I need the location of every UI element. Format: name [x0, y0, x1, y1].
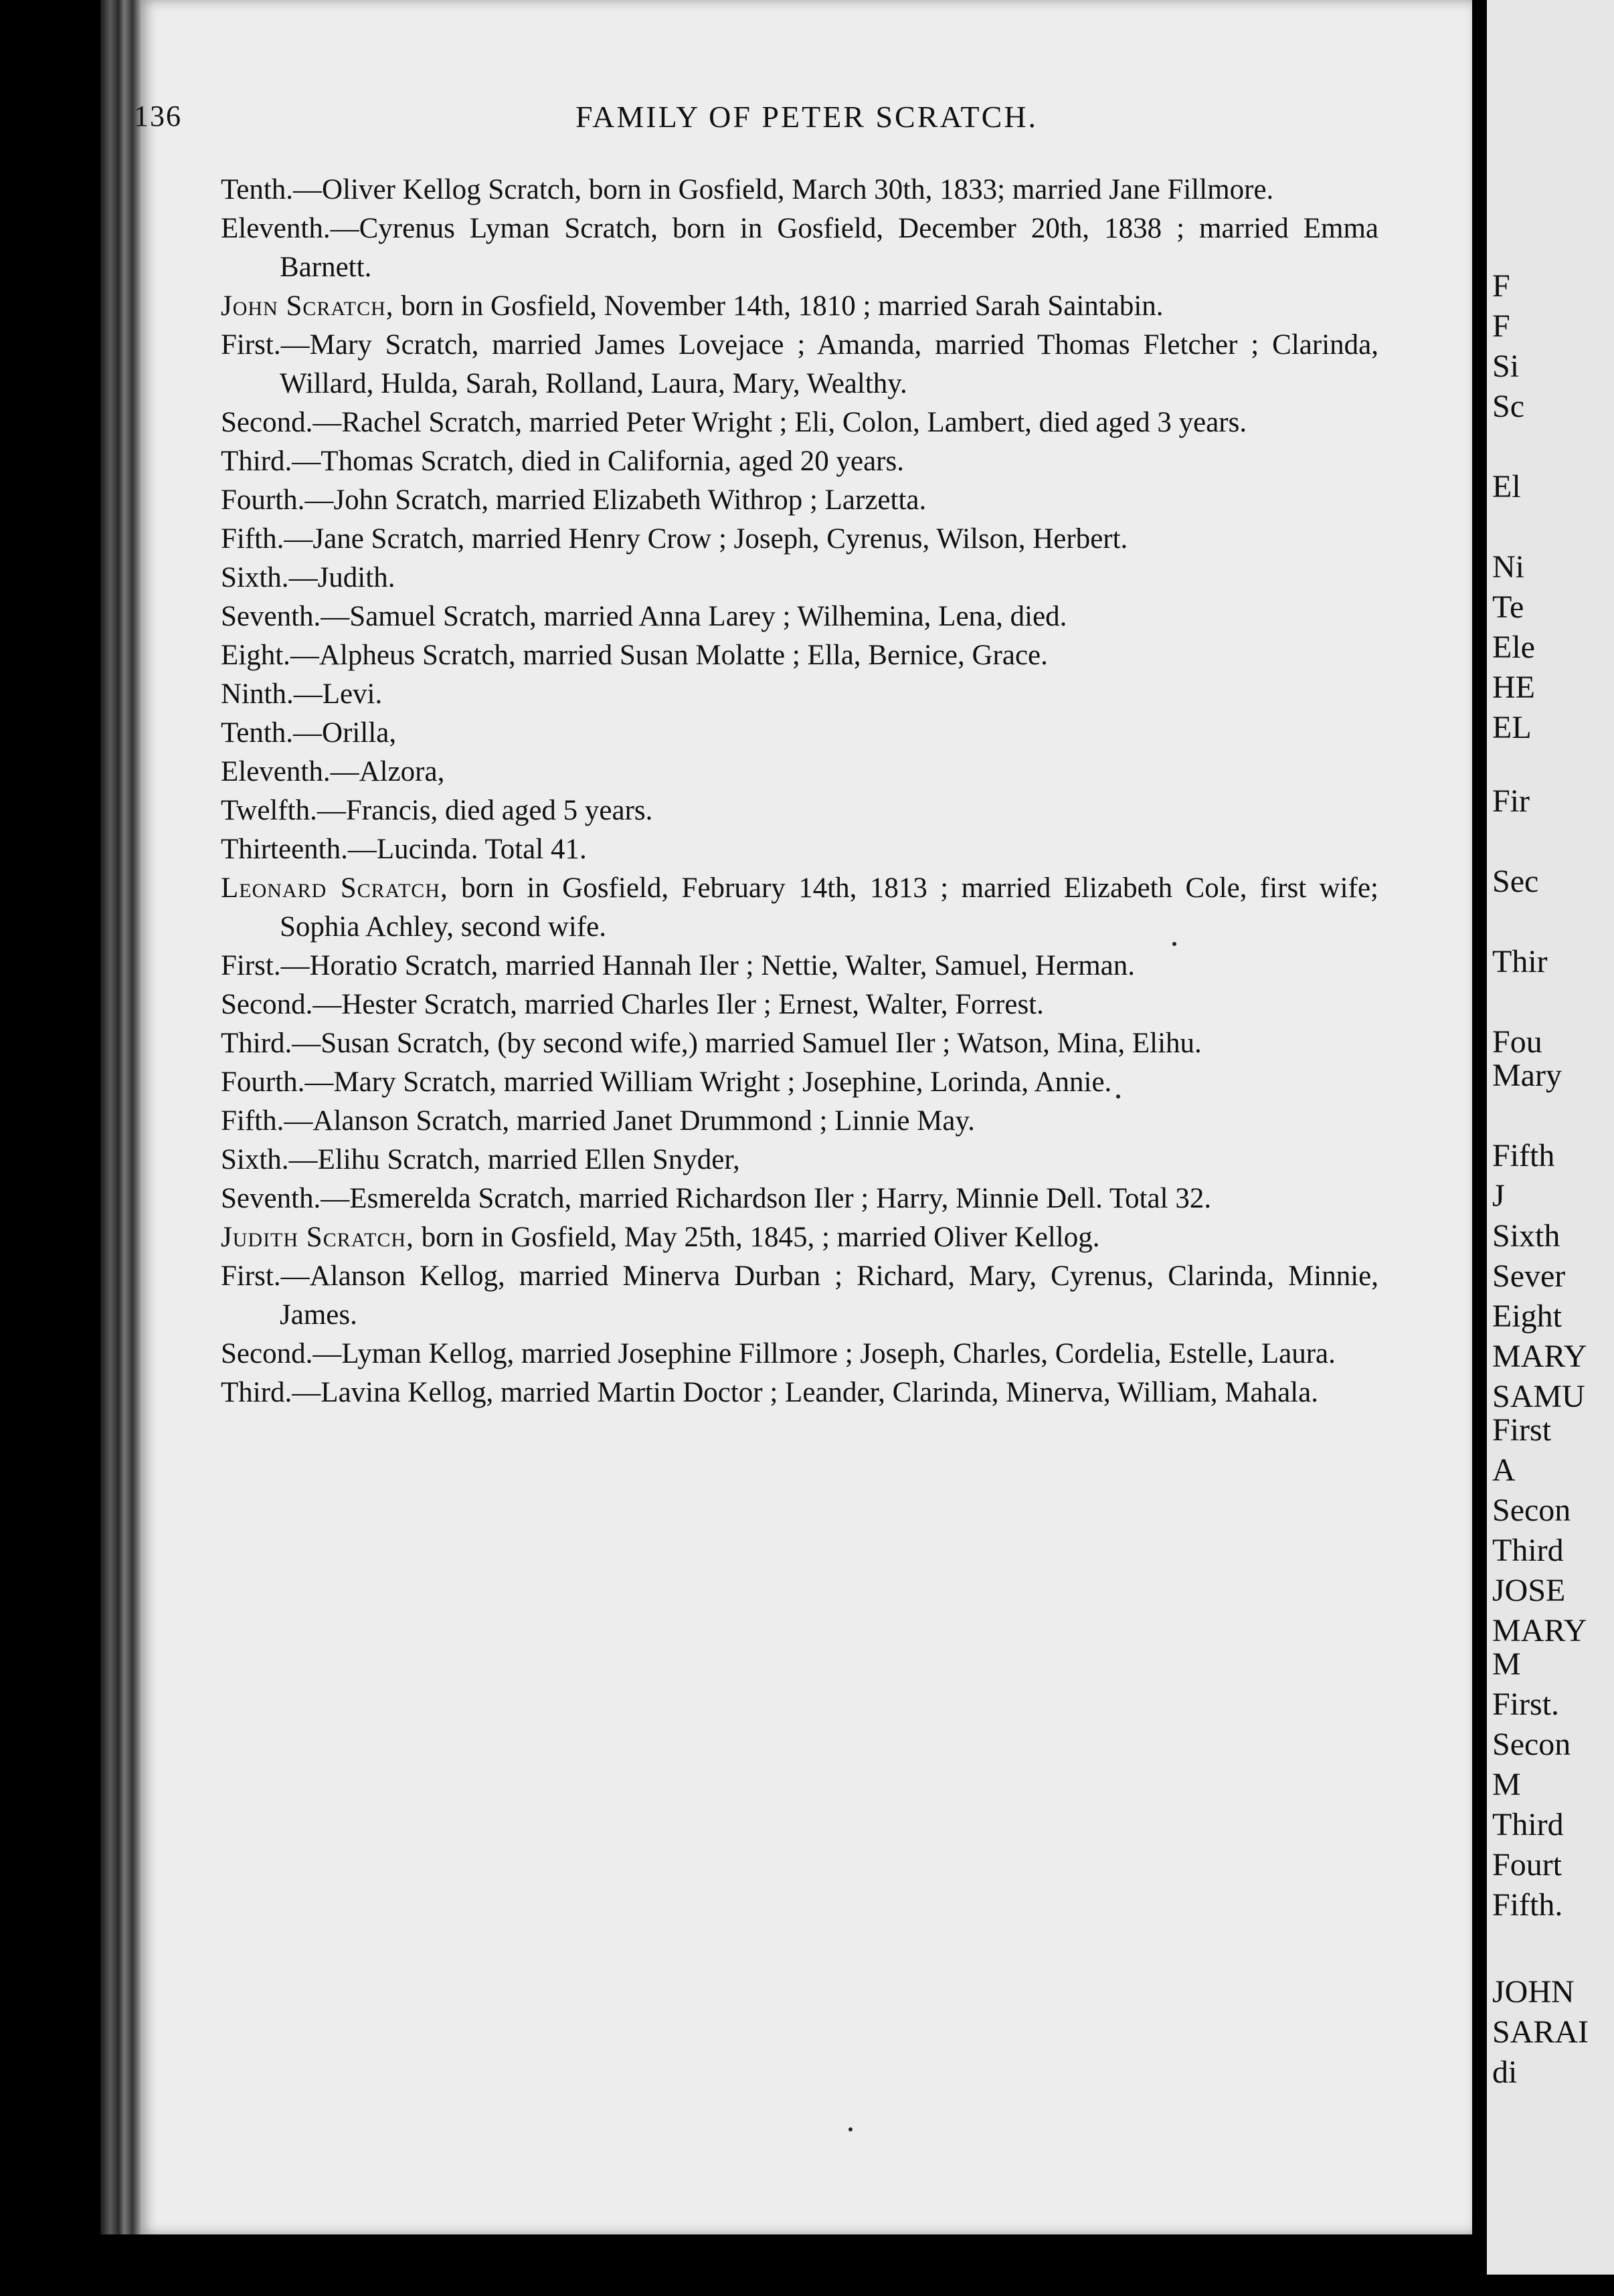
entry-text: born in Gosfield, November 14th, 1810 ; married Sarah Saintabin. — [393, 290, 1164, 322]
adjacent-page-fragment: M — [1492, 1646, 1521, 1682]
entry-text: —Levi. — [293, 678, 383, 710]
child-entry — [221, 947, 1378, 985]
entry-text: —Rachel Scratch, married Peter Wright ; Eli, Colon, Lambert, died aged 3 years. — [312, 407, 1247, 438]
adjacent-page-fragment: Secon — [1492, 1493, 1571, 1528]
family-head-entry — [221, 869, 1378, 947]
entry-text: —Alanson Kellog, married Minerva Durban ; Richard, Mary, Cyrenus, Clarinda, Minnie, James. — [280, 1260, 1378, 1331]
entry-lead: Judith Scratch, — [221, 1222, 414, 1253]
page-gutter — [1472, 0, 1487, 2296]
adjacent-page-fragment: Sec — [1492, 864, 1539, 899]
entry-text: —John Scratch, married Elizabeth Withrop ; Larzetta. — [304, 484, 927, 516]
child-entry — [221, 830, 1378, 869]
adjacent-page-fragment: Fourt — [1492, 1847, 1562, 1883]
entry-lead: Fourth. — [221, 1066, 305, 1098]
entry-lead: First. — [221, 950, 281, 981]
entry-lead: Eleventh. — [221, 213, 331, 244]
child-entry — [221, 442, 1378, 481]
adjacent-page-fragment: Sever — [1492, 1258, 1566, 1294]
adjacent-page-fragment: Fou — [1492, 1024, 1542, 1060]
adjacent-page-fragment: F — [1492, 268, 1510, 304]
adjacent-page-fragment: Eight — [1492, 1299, 1562, 1334]
entry-text: —Lavina Kellog, married Martin Doctor ; Leander, Clarinda, Minerva, William, Mahala. — [292, 1377, 1318, 1408]
adjacent-page-fragment: Sixth — [1492, 1218, 1560, 1254]
adjacent-page-fragment: A — [1492, 1452, 1516, 1488]
entry-lead: Fifth. — [221, 1105, 284, 1137]
entry-text: —Horatio Scratch, married Hannah Iler ; Nettie, Walter, Samuel, Herman. — [280, 950, 1136, 981]
entry-lead: Twelfth. — [221, 795, 317, 826]
entry-lead: Tenth. — [221, 717, 294, 749]
entry-lead: Fifth. — [221, 523, 284, 555]
entry-lead: Second. — [221, 1338, 313, 1369]
adjacent-page-fragment: di — [1492, 2054, 1518, 2090]
child-entry — [221, 753, 1378, 791]
adjacent-page-fragment: SARAI — [1492, 2014, 1589, 2050]
adjacent-page-fragment: Thir — [1492, 944, 1548, 979]
entry-text: —Jane Scratch, married Henry Crow ; Joseph, Cyrenus, Wilson, Herbert. — [284, 523, 1128, 555]
entry-lead: Thirteenth. — [221, 834, 348, 865]
adjacent-page-fragment: MARY — [1492, 1613, 1587, 1648]
entry-text: —Thomas Scratch, died in California, aged 20 years. — [292, 446, 904, 477]
print-speck — [848, 2127, 853, 2131]
entry-text: —Alpheus Scratch, married Susan Molatte ; Ella, Bernice, Grace. — [290, 640, 1048, 671]
child-entry — [221, 1257, 1378, 1335]
adjacent-page-fragment: SAMU — [1492, 1379, 1585, 1414]
adjacent-page-fragment: F — [1492, 308, 1510, 344]
child-entry — [221, 1373, 1378, 1412]
genealogy-text — [221, 171, 1378, 1412]
scan-border-bottom — [141, 2234, 1472, 2296]
entry-lead: Fourth. — [221, 484, 305, 516]
adjacent-page-fragment: EL — [1492, 710, 1532, 745]
adjacent-page-fragment: Fir — [1492, 783, 1530, 819]
entry-text: —Alanson Scratch, married Janet Drummond ; Linnie May. — [284, 1105, 975, 1137]
entry-lead: First. — [221, 329, 281, 361]
entry-lead: Eleventh. — [221, 756, 331, 787]
adjacent-page-fragment: Ele — [1492, 630, 1535, 665]
entry-lead: Third. — [221, 1377, 292, 1408]
adjacent-page-fragment: J — [1492, 1178, 1505, 1214]
entry-lead: Leonard Scratch, — [221, 872, 448, 904]
adjacent-page-fragment: Ni — [1492, 549, 1524, 585]
entry-text: —Mary Scratch, married James Lovejace ; Amanda, married Thomas Fletcher ; Clarinda, Willard, Hulda, Sarah, Rolland, Laura, Mary, Wealthy. — [280, 329, 1378, 399]
adjacent-page-fragment: El — [1492, 469, 1521, 504]
child-entry — [221, 985, 1378, 1024]
entry-text: —Judith. — [288, 562, 395, 593]
adjacent-page-fragment: MARY — [1492, 1339, 1587, 1374]
entry-text: —Oliver Kellog Scratch, born in Gosfield, March 30th, 1833; married Jane Fillmore. — [293, 174, 1274, 205]
entry-text: —Mary Scratch, married William Wright ; Josephine, Lorinda, Annie. — [304, 1066, 1112, 1098]
entry-lead: First. — [221, 1260, 281, 1292]
entry-lead: Sixth. — [221, 562, 289, 593]
adjacent-page-fragment: Third — [1492, 1533, 1564, 1568]
adjacent-page-fragment: M — [1492, 1767, 1521, 1802]
entry-text: —Alzora, — [330, 756, 445, 787]
adjacent-page-fragment: Fifth — [1492, 1138, 1555, 1173]
adjacent-page-fragment: Fifth. — [1492, 1887, 1563, 1923]
entry-text: —Susan Scratch, (by second wife,) married Samuel Iler ; Watson, Mina, Elihu. — [292, 1028, 1202, 1059]
entry-text: —Elihu Scratch, married Ellen Snyder, — [288, 1144, 740, 1175]
child-entry — [221, 209, 1378, 287]
entry-text: —Lucinda. Total 41. — [347, 834, 587, 865]
adjacent-page-edge — [1487, 0, 1614, 2275]
child-entry — [221, 1024, 1378, 1063]
child-entry — [221, 597, 1378, 636]
entry-text: —Francis, died aged 5 years. — [317, 795, 653, 826]
entry-lead: Seventh. — [221, 601, 321, 632]
child-entry — [221, 1102, 1378, 1141]
adjacent-page-fragment: Mary — [1492, 1058, 1562, 1093]
entry-text: —Lyman Kellog, married Josephine Fillmore ; Joseph, Charles, Cordelia, Estelle, Laura. — [312, 1338, 1336, 1369]
child-entry — [221, 791, 1378, 830]
child-entry — [221, 636, 1378, 675]
entry-text: —Samuel Scratch, married Anna Larey ; Wilhemina, Lena, died. — [321, 601, 1067, 632]
entry-lead: Eight. — [221, 640, 290, 671]
adjacent-page-fragment: First. — [1492, 1687, 1560, 1722]
child-entry — [221, 1141, 1378, 1179]
entry-text: —Hester Scratch, married Charles Iler ; Ernest, Walter, Forrest. — [312, 989, 1044, 1020]
page-number: 136 — [134, 100, 182, 132]
entry-lead: Third. — [221, 1028, 292, 1059]
entry-lead: John Scratch, — [221, 290, 394, 322]
scan-border-left — [0, 0, 100, 2296]
child-entry — [221, 559, 1378, 597]
adjacent-page-fragment: JOSE — [1492, 1573, 1566, 1608]
print-speck — [1172, 942, 1176, 946]
adjacent-page-fragment: JOHN — [1492, 1974, 1575, 2010]
child-entry — [221, 403, 1378, 442]
entry-lead: Second. — [221, 407, 313, 438]
child-entry — [221, 520, 1378, 559]
adjacent-page-fragment: Te — [1492, 589, 1524, 625]
running-title: FAMILY OF PETER SCRATCH. — [575, 100, 1039, 134]
adjacent-page-fragment: HE — [1492, 670, 1535, 705]
adjacent-page-fragment: Secon — [1492, 1727, 1571, 1762]
entry-text: —Esmerelda Scratch, married Richardson Iler ; Harry, Minnie Dell. Total 32. — [321, 1183, 1212, 1214]
child-entry — [221, 714, 1378, 753]
child-entry — [221, 675, 1378, 714]
child-entry — [221, 1179, 1378, 1218]
entry-lead: Ninth. — [221, 678, 294, 710]
entry-lead: Tenth. — [221, 174, 294, 205]
child-entry — [221, 1063, 1378, 1102]
family-head-entry — [221, 1218, 1378, 1257]
entry-lead: Second. — [221, 989, 313, 1020]
entry-text: —Cyrenus Lyman Scratch, born in Gosfield, December 20th, 1838 ; married Emma Barnett. — [280, 213, 1378, 283]
book-binding — [100, 0, 141, 2234]
print-speck — [1116, 1094, 1120, 1098]
entry-lead: Sixth. — [221, 1144, 289, 1175]
child-entry — [221, 171, 1378, 209]
child-entry — [221, 1335, 1378, 1373]
adjacent-page-fragment: Si — [1492, 349, 1520, 384]
adjacent-page-fragment: First — [1492, 1412, 1552, 1448]
adjacent-page-fragment: Sc — [1492, 389, 1524, 424]
entry-text: born in Gosfield, February 14th, 1813 ; married Elizabeth Cole, first wife; Sophia Achley, second wife. — [280, 872, 1378, 943]
entry-text: —Orilla, — [293, 717, 397, 749]
entry-lead: Third. — [221, 446, 292, 477]
entry-lead: Seventh. — [221, 1183, 321, 1214]
adjacent-page-fragment: Third — [1492, 1807, 1564, 1842]
family-head-entry — [221, 287, 1378, 326]
child-entry — [221, 326, 1378, 403]
entry-text: born in Gosfield, May 25th, 1845, ; married Oliver Kellog. — [414, 1222, 1100, 1253]
child-entry — [221, 481, 1378, 520]
